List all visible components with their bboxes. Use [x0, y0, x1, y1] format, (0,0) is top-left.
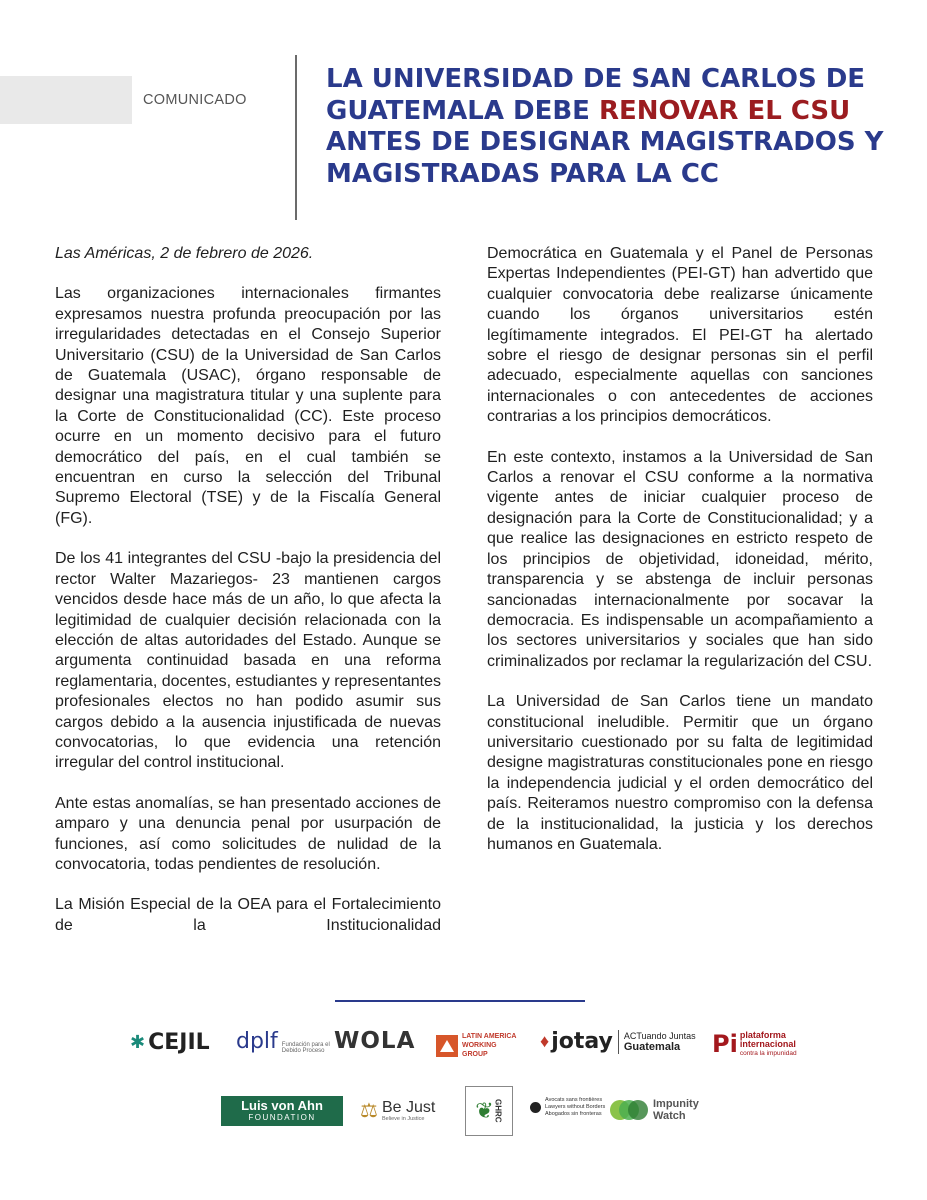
paragraph-4-start: La Misión Especial de la OEA para el Fortalecimiento de la Institucionalidad	[55, 896, 441, 934]
cejil-logo: ✱ CEJIL	[130, 1030, 210, 1055]
paragraph-3: Ante estas anomalías, se han presentado acciones de amparo y una denuncia penal por usurpación de funciones, así como solicitudes de nulidad de la convocatoria, todas pendientes de resolución.	[55, 794, 441, 873]
flame-icon: ♦	[540, 1031, 550, 1051]
quetzal-icon: ❦	[475, 1098, 494, 1123]
paragraph-5: En este contexto, instamos a la Universidad de San Carlos a renovar el CSU conforme a la normativa vigente antes de iniciar cualquier proceso de designación para la Corte de Constitucionalidad; y a que realice las designaciones en estricto respeto de los principios de objetividad, idoneidad, mérito, transparencia y se abstenga de incluir personas sancionadas internacionalmente por socavar la democracia. Es indispensable un acompañamiento a los sectores universitarios y sociales que han sido criminalizados por reclamar la regularización del CSU.	[487, 448, 873, 670]
cejil-icon: ✱	[130, 1032, 146, 1052]
right-column	[487, 244, 873, 855]
plataforma-logo: Pi plataforma internacional contra la impunidad	[712, 1029, 797, 1058]
paragraph-2: De los 41 integrantes del CSU -bajo la presidencia del rector Walter Mazariegos- 23 mantienen cargos vencidos desde hace más de un año, lo que afecta la legitimidad de cualquier decisión relacionada con la elección de altas autoridades del Estado. Aunque se argumenta continuidad basada en una reforma reglamentaria, docentes, estudiantes y representantes profesionales electos no han podido asumir sus cargos debido a la ausencia injustificada de nuevas convocatorias, lo que evidencia una retención irregular del control institucional.	[55, 550, 442, 772]
title-highlight: RENOVAR EL CSU	[598, 95, 851, 126]
jotay-logo: ♦ jotay ACTuando Juntas Guatemala	[540, 1029, 696, 1054]
date-line: Las Américas, 2 de febrero de 2026.	[55, 245, 314, 262]
paragraph-6: La Universidad de San Carlos tiene un mandato constitucional ineludible. Permitir que un órgano universitario cuestionado por su falta de legitimidad designe magistraturas constitucionales pone en riesgo la independencia judicial y el orden democrático del país. Reiteramos nuestro compromiso con la defensa de la institucionalidad, la justicia y los derechos humanos en Guatemala.	[487, 693, 874, 853]
header-tag-box	[0, 76, 132, 124]
dplf-logo: dplf Fundación para el Debido Proceso	[236, 1028, 330, 1054]
comunicado-tag: COMUNICADO	[143, 92, 247, 108]
asf-icon	[530, 1102, 541, 1113]
title-part-2: ANTES DE DESIGNAR MAGISTRADOS Y MAGISTRADAS PARA LA CC	[326, 127, 884, 189]
paragraph-1: Las organizaciones internacionales firmantes expresamos nuestra profunda preocupación por las irregularidades detectadas en el Consejo Superior Universitario (CSU) de la Universidad de San Carlos de Guatemala (USAC), órgano responsable de designar una magistratura titular y una suplente para la Corte de Constitucionalidad (CC). Este proceso ocurre en un momento decisivo para el futuro democrático del país, en el cual también se encuentran en curso la selección del Tribunal Supremo Electoral (TSE) y de la Fiscalía General (FG).	[55, 285, 441, 527]
asf-logo: Avocats sans frontières Lawyers without Borders Abogados sin fronteras	[530, 1097, 605, 1118]
ghrc-logo: ❦ GHRC	[465, 1086, 513, 1136]
footer-divider	[335, 1000, 585, 1002]
scales-icon: ⚖	[360, 1100, 378, 1122]
header-divider	[295, 55, 297, 220]
lawg-icon	[436, 1035, 458, 1057]
be-just-logo: ⚖ Be Just Believe in Justice	[360, 1098, 436, 1122]
impunity-watch-icon	[610, 1098, 648, 1122]
wola-logo: WOLA	[334, 1028, 416, 1054]
page-title	[326, 64, 916, 190]
left-column	[55, 244, 441, 936]
title-part-1: LA UNIVERSIDAD DE SAN CARLOS DE GUATEMALA DEBE	[326, 64, 866, 126]
paragraph-4-end: Democrática en Guatemala y el Panel de Personas Expertas Independientes (PEI-GT) han advertido que cualquier convocatoria debe realizarse únicamente cuando los órganos universitarios estén legítimamente integrados. El PEI-GT ha alertado sobre el riesgo de designar personas sin el perfil adecuado, especialmente aquellas con sanciones internacionales o con antecedentes de acciones contrarias a los principios democráticos.	[487, 245, 873, 426]
luis-von-ahn-logo: Luis von Ahn FOUNDATION	[221, 1096, 343, 1126]
pi-mark: Pi	[712, 1030, 738, 1058]
lawg-logo: LATIN AMERICA WORKING GROUP	[436, 1032, 520, 1059]
impunity-watch-logo: Impunity Watch	[610, 1098, 699, 1122]
